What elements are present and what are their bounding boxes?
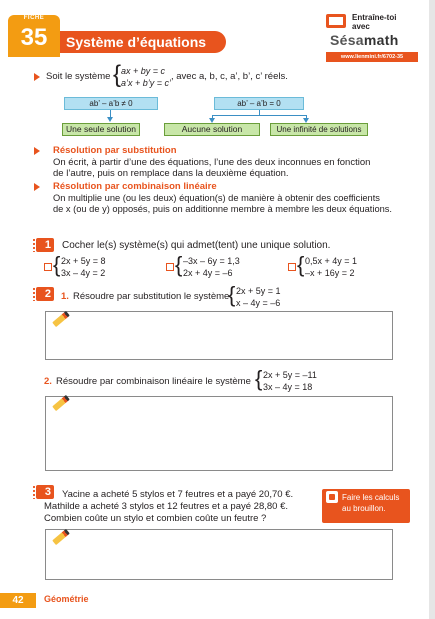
condition-zero: ab’ – a’b = 0 <box>214 97 304 110</box>
arrow-down-icon <box>107 117 113 122</box>
option-2-eq2: 2x + 4y = –6 <box>183 268 233 278</box>
method2-line1: On multiplie une (ou les deux) équation(s) de manière à obtenir des coefficients <box>53 193 380 203</box>
option-1-checkbox[interactable] <box>44 263 52 271</box>
intro-prefix: Soit le système <box>46 71 111 82</box>
case-unique: Une seule solution <box>62 123 140 136</box>
fiche-number: 35 <box>20 24 48 51</box>
option-1-eq2: 3x – 4y = 2 <box>61 268 106 278</box>
sesamath-line1: Entraîne-toi <box>352 13 397 22</box>
option-2-eq1: –3x – 6y = 1,3 <box>183 256 240 266</box>
part-2-number: 2. <box>44 376 52 387</box>
option-3-checkbox[interactable] <box>288 263 296 271</box>
sesamath-logo-b: math <box>363 32 399 48</box>
condition-nonzero: ab’ – a’b ≠ 0 <box>64 97 158 110</box>
exercise-3-line3: Combien coûte un stylo et combien coûte un feutre ? <box>44 513 267 524</box>
part-1-eq2: x – 4y = –6 <box>236 298 281 308</box>
intro-eq1: ax + by = c <box>121 66 166 76</box>
method1-line2: de l’autre, puis on remplace dans la deuxième équation. <box>53 168 289 179</box>
sesamath-logo[interactable] <box>330 32 399 48</box>
section-label: Géométrie <box>44 594 89 604</box>
tip-line2: au brouillon. <box>342 504 386 513</box>
bullet-icon <box>34 147 40 155</box>
tip-line1: Faire les calculs <box>342 493 400 502</box>
brace-icon: { <box>175 252 183 277</box>
answer-area-2-1[interactable] <box>45 311 393 360</box>
method1-title: Résolution par substitution <box>53 145 177 156</box>
page-title: Système d’équations <box>60 31 226 53</box>
sesamath-logo-a: Sésa <box>330 32 364 48</box>
case-none: Aucune solution <box>164 123 260 136</box>
brace-icon: { <box>228 282 236 307</box>
bullet-icon <box>34 73 40 81</box>
method1-line1: On écrit, à partir d’une des équations, l’une des deux inconnues en fonction <box>53 157 371 168</box>
brace-icon: { <box>113 61 122 88</box>
part-1-eq1: 2x + 5y = 1 <box>236 286 281 296</box>
method2-line2: de x (ou de y) opposés, puis on additionne membre à membre les deux équations. <box>53 204 393 214</box>
exercise-3-number: 3 <box>36 485 54 499</box>
exercise-2-number: 2 <box>36 287 54 301</box>
option-3-eq2: –x + 16y = 2 <box>305 268 355 278</box>
exercise-1-number: 1 <box>36 238 54 252</box>
method2-title: Résolution par combinaison linéaire <box>53 181 217 192</box>
bullet-icon <box>34 183 40 191</box>
page-edge <box>429 0 435 619</box>
thumbs-up-icon <box>326 491 338 503</box>
option-2-checkbox[interactable] <box>166 263 174 271</box>
intro-suffix: , avec a, b, c, a’, b’, c’ réels. <box>171 71 288 82</box>
brace-icon: { <box>255 366 263 391</box>
brace-icon: { <box>297 252 305 277</box>
monitor-icon <box>326 14 346 28</box>
answer-area-3[interactable] <box>45 529 393 580</box>
part-2-text: Résoudre par combinaison linéaire le système <box>56 376 251 387</box>
option-3-eq1: 0,5x + 4y = 1 <box>305 256 358 266</box>
part-1-number: 1. <box>61 291 69 302</box>
case-infinite: Une infinité de solutions <box>270 123 368 136</box>
answer-area-2-2[interactable] <box>45 396 393 471</box>
brace-icon: { <box>53 252 61 277</box>
exercise-3-line2: Mathilde a acheté 3 stylos et 12 feutres et a payé 28,80 €. <box>44 501 288 512</box>
part-2-eq1: 2x + 5y = –11 <box>263 370 317 380</box>
exercise-1-prompt: Cocher le(s) système(s) qui admet(tent) une unique solution. <box>62 240 331 251</box>
arrow-line <box>212 115 307 116</box>
exercise-3-line1: Yacine a acheté 5 stylos et 7 feutres et a payé 20,70 €. <box>62 489 294 500</box>
part-1-text: Résoudre par substitution le système <box>73 291 230 302</box>
intro-eq2: a’x + b’y = c’ <box>121 78 172 88</box>
page-number: 42 <box>0 593 36 608</box>
sesamath-line2: avec <box>352 22 370 31</box>
fiche-label: FICHE <box>23 15 45 21</box>
option-1-eq1: 2x + 5y = 8 <box>61 256 106 266</box>
sesamath-url[interactable]: www.lienmini.fr/6702-35 <box>326 52 418 62</box>
part-2-eq2: 3x – 4y = 18 <box>263 382 313 392</box>
